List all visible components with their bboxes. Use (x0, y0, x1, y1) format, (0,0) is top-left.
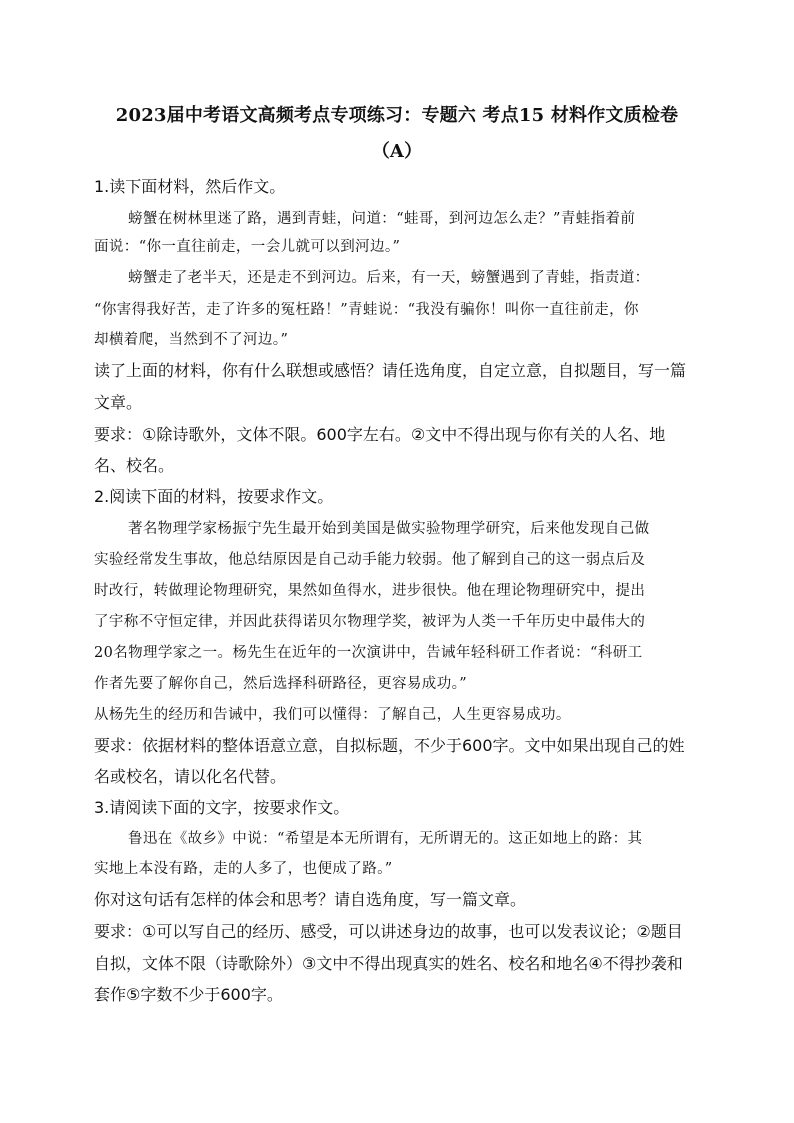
question-1-requirement-line: 要求：①除诗歌外，文体不限。600字左右。②文中不得出现与你有关的人名、地 (94, 425, 666, 444)
question-2-requirement-line: 名或校名，请以化名代替。 (94, 767, 287, 786)
question-3-material-line: 鲁迅在《故乡》中说：“希望是本无所谓有，无所谓无的。这正如地上的路：其 (128, 831, 643, 847)
question-2-material-line: 实验经常发生事故，他总结原因是自己动手能力较弱。他了解到自己的这一弱点后及 (94, 552, 646, 568)
question-3-requirement-line: 要求：①可以写自己的经历、感受，可以讲述身边的故事，也可以发表议论；②题目 (94, 922, 683, 941)
question-2-requirement-line: 要求：依据材料的整体语意立意，自拟标题，不少于600字。文中如果出现自己的姓 (94, 736, 685, 755)
question-2-material-line: 了宇称不守恒定律，并因此获得诺贝尔物理学奖，被评为人类一千年历史中最伟大的 (94, 614, 646, 630)
question-2-material-line: 作者先要了解你自己，然后选择科研路径，更容易成功。” (94, 676, 468, 692)
question-3-prompt-line: 你对这句话有怎样的体会和思考？请自选角度，写一篇文章。 (94, 890, 527, 909)
question-1-material-line: “你害得我好苦，走了许多的冤枉路！”青蛙说：“我没有骗你！叫你一直往前走，你 (94, 302, 639, 318)
document-subtitle: （A） (371, 141, 423, 162)
question-3-material-line: 实地上本没有路，走的人多了，也便成了路。” (94, 861, 393, 877)
question-1-prompt-line: 读了上面的材料，你有什么联想或感悟？请任选角度，自定立意，自拟题目，写一篇 (94, 361, 687, 380)
question-3-requirement-line: 自拟，文体不限（诗歌除外）③文中不得出现真实的姓名、校名和地名④不得抄袭和 (94, 954, 683, 973)
question-2-heading: 2.阅读下面的材料，按要求作文。 (94, 487, 334, 506)
question-2-material-line: 著名物理学家杨振宁先生最开始到美国是做实验物理学研究，后来他发现自己做 (128, 521, 650, 537)
question-2-material-line: 从杨先生的经历和告诫中，我们可以懂得：了解自己，人生更容易成功。 (94, 707, 571, 723)
question-1-material-line: 螃蟹走了老半天，还是走不到河边。后来，有一天，螃蟹遇到了青蛙，指责道： (128, 270, 650, 286)
question-1-material-line: 却横着爬，当然到不了河边。” (94, 332, 289, 348)
question-1-heading: 1.读下面材料，然后作文。 (94, 177, 286, 196)
question-2-material-line: 时改行，转做理论物理研究，果然如鱼得水，进步很快。他在理论物理研究中，提出 (94, 583, 646, 599)
question-1-prompt-line: 文章。 (94, 393, 143, 412)
question-2-material-line: 20名物理学家之一。杨先生在近年的一次演讲中，告诫年轻科研工作者说：“科研工 (94, 645, 643, 661)
question-1-material-line: 面说：“你一直往前走，一会儿就可以到河边。” (94, 239, 401, 255)
document-title: 2023届中考语文高频考点专项练习：专题六 考点15 材料作文质检卷 (115, 105, 679, 126)
question-1-material-line: 螃蟹在树林里迷了路，遇到青蛙，问道：“蛙哥，到河边怎么走？”青蛙指着前 (128, 211, 636, 227)
question-1-requirement-line: 名、校名。 (94, 456, 175, 475)
question-3-heading: 3.请阅读下面的文字，按要求作文。 (94, 798, 350, 817)
question-3-requirement-line: 套作⑤字数不少于600字。 (94, 985, 283, 1004)
